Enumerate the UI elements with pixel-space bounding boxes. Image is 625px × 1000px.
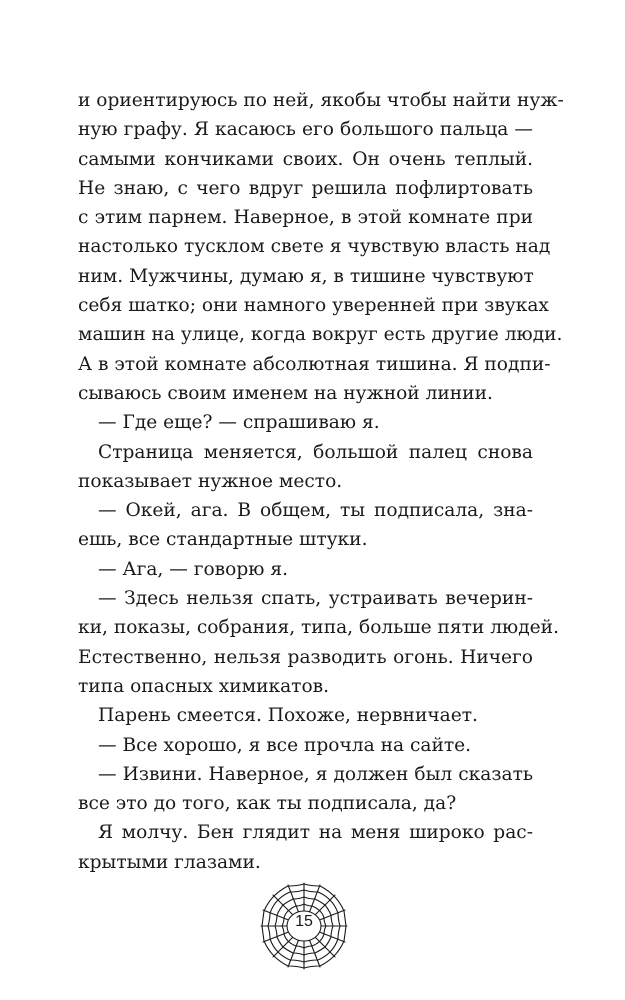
text-line: ки, показы, собрания, типа, больше пяти людей. — [78, 617, 559, 639]
text-line: — Ага, — говорю я. — [98, 558, 288, 580]
text-line: — Окей, ага. В общем, ты подписала, зна- — [98, 500, 533, 522]
text-line: ную графу. Я касаюсь его большого пальца — — [78, 119, 533, 141]
text-line: настолько тусклом свете я чувствую власть над — [78, 236, 551, 258]
text-line: — Где еще? — спрашиваю я. — [98, 412, 380, 434]
text-line: крытыми глазами. — [78, 851, 261, 873]
text-line: Страница меняется, большой палец снова — [98, 441, 533, 463]
text-line: Не знаю, с чего вдруг решила пофлиртовать — [78, 177, 533, 199]
text-line: показывает нужное место. — [78, 470, 343, 492]
text-line: Парень смеется. Похоже, нервничает. — [98, 705, 478, 727]
text-line: типа опасных химикатов. — [78, 675, 330, 697]
text-line: — Здесь нельзя спать, устраивать вечерин- — [98, 588, 533, 610]
page-number: 15 — [295, 913, 313, 930]
text-line: А в этой комнате абсолютная тишина. Я подпи- — [78, 353, 551, 375]
text-line: с этим парнем. Наверное, в этой комнате при — [78, 207, 533, 229]
text-line: — Все хорошо, я все прочла на сайте. — [98, 734, 472, 756]
text-line: сываюсь своим именем на нужной линии. — [78, 382, 493, 404]
text-line: Я молчу. Бен глядит на меня широко рас- — [98, 822, 533, 844]
text-line: и ориентируюсь по ней, якобы чтобы найти нуж- — [78, 90, 564, 111]
text-line: — Извини. Наверное, я должен был сказать — [98, 763, 533, 785]
text-line: себя шатко; они намного уверенней при звуках — [78, 295, 549, 317]
body-text — [78, 86, 564, 877]
text-line: Естественно, нельзя разводить огонь. Ничего — [78, 646, 533, 668]
text-line: ним. Мужчины, думаю я, в тишине чувствуют — [78, 265, 534, 287]
text-line: все это до того, как ты подписала, да? — [78, 793, 457, 815]
text-line: ешь, все стандартные штуки. — [78, 529, 368, 551]
text-line: самыми кончиками своих. Он очень теплый. — [78, 148, 533, 170]
page-folio — [252, 880, 356, 972]
text-line: машин на улице, когда вокруг есть другие люди. — [78, 324, 563, 346]
